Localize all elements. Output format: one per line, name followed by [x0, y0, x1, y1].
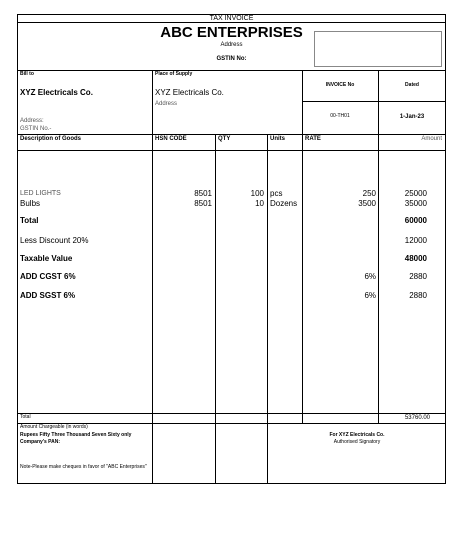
buyer-gstin: GSTIN No.-: [20, 126, 52, 132]
party-divider: [152, 70, 153, 134]
invoice-no-value: 00-TH01: [330, 113, 350, 119]
discount-label: Less Discount 20%: [20, 236, 89, 245]
cheque-note: Note-Please make cheques in favor of "ABC Enterprises": [20, 464, 147, 470]
col-header-amount: Amount: [421, 136, 442, 142]
invoice-box-hdivider: [302, 101, 446, 102]
col-div-amount: [378, 134, 379, 423]
place-name: XYZ Electricals Co.: [155, 88, 224, 97]
item-rate: 3500: [358, 199, 376, 208]
company-name: ABC ENTERPRISES: [160, 24, 303, 41]
item-hsn: 8501: [194, 189, 212, 198]
item-qty: 10: [255, 199, 264, 208]
invoice-box-mid: [378, 70, 379, 134]
title-divider: [17, 22, 446, 23]
item-amount: 25000: [404, 189, 427, 198]
buyer-name: XYZ Electricals Co.: [20, 88, 93, 97]
company-gstin: GSTIN No:: [216, 56, 247, 62]
cgst-label: ADD CGST 6%: [20, 272, 76, 281]
columns-header-top: [17, 134, 446, 135]
sgst-label: ADD SGST 6%: [20, 291, 76, 300]
company-pan: Company's PAN:: [20, 439, 60, 445]
summary-total-label: Total: [20, 216, 39, 225]
cgst-rate: 6%: [364, 272, 376, 281]
invoice-box-left: [302, 70, 303, 134]
col-header-hsn: HSN CODE: [155, 136, 187, 142]
item-description: Bulbs: [20, 199, 41, 208]
company-address: Address: [220, 42, 243, 48]
invoice-no-label: INVOICE No: [325, 82, 355, 88]
col-header-description: Description of Goods: [20, 136, 82, 142]
buyer-address: Address:: [20, 118, 44, 124]
amount-words-label: Amount Chargeable (in words): [20, 424, 88, 430]
sgst-value: 2880: [409, 291, 427, 300]
footer-total-label: Total: [20, 414, 31, 420]
col-div-hsn: [152, 134, 153, 423]
authorised-signatory: Authorised Signatory: [333, 439, 381, 445]
item-hsn: 8501: [194, 199, 212, 208]
col-div-qty: [215, 134, 216, 423]
summary-total-value: 60000: [404, 216, 427, 225]
bill-to-label: Bill to: [20, 71, 34, 77]
place-address: Address: [155, 101, 178, 107]
cgst-value: 2880: [409, 272, 427, 281]
taxable-label: Taxable Value: [20, 254, 73, 263]
col-header-units: Units: [270, 136, 285, 142]
footer-div-1: [152, 423, 153, 483]
total-row-top: [17, 413, 446, 414]
item-rate: 250: [362, 189, 376, 198]
col-div-units: [267, 134, 268, 423]
dated-label: Dated: [405, 82, 419, 88]
place-of-supply-label: Place of Supply: [155, 71, 193, 77]
item-units: Dozens: [270, 199, 298, 208]
item-qty: 100: [250, 189, 264, 198]
doc-type: TAX INVOICE: [209, 15, 254, 22]
sgst-rate: 6%: [364, 291, 376, 300]
col-header-qty: QTY: [218, 136, 231, 142]
footer-div-2: [215, 423, 216, 483]
header-divider: [17, 70, 446, 71]
col-header-rate: RATE: [305, 136, 321, 142]
item-amount: 35000: [404, 199, 427, 208]
frame-bottom-border: [17, 483, 446, 484]
dated-value: 1-Jan-23: [399, 114, 425, 120]
columns-header-bottom: [17, 150, 446, 151]
taxable-value: 48000: [404, 254, 427, 263]
discount-value: 12000: [404, 236, 427, 245]
col-div-rate: [302, 134, 303, 423]
amount-in-words: Rupees Fifty Three Thousand Seven Sixty only: [20, 432, 132, 438]
item-description: LED LIGHTS: [20, 190, 61, 197]
footer-div-3: [267, 423, 268, 483]
grand-total: 53760.00: [404, 415, 430, 421]
for-company: For XYZ Electricals Co.: [329, 432, 385, 438]
item-units: pcs: [270, 189, 283, 198]
